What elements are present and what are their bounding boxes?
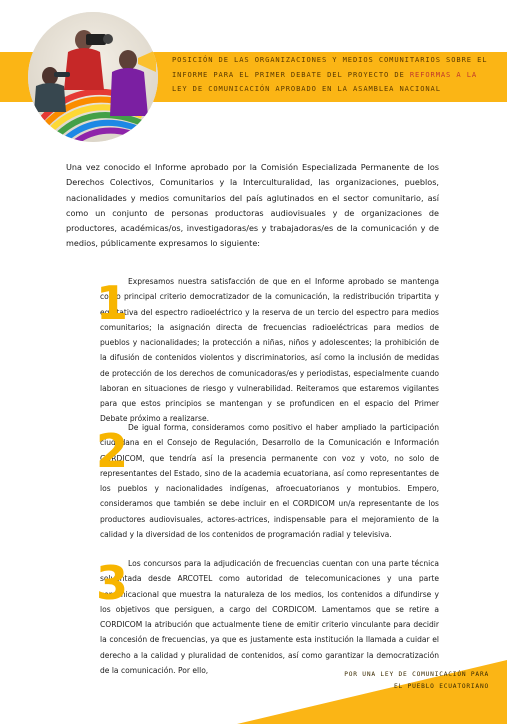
numbered-item-1	[96, 274, 439, 427]
item-text: Los concursos para la adjudicación de frecuencias cuentan con una parte técnica solventada desde ARCOTEL como autoridad de telecomunicaciones y una parte comunicacional que muestra la naturaleza de los medios, los contenidos a difundirse y los objetivos que persiguen, a cargo del CORDICOM. Lamentamos que se retire a CORDICOM la atribución que actualmente tiene de emitir criterio vinculante para decidir la concesión de frecuencias, ya que es justamente esta institución la llamada a cuidar el derecho a la calidad y pluralidad de contenidos, así como garantizar la democratización de la comunicación. Por ello,	[100, 559, 439, 675]
logo-illustration	[28, 12, 158, 142]
footer-line-2: EL PUEBLO ECUATORIANO	[393, 682, 489, 690]
community-media-collage-icon	[28, 12, 158, 142]
title-line-3: LEY DE COMUNICACIÓN APROBADO EN LA ASAMBLEA NACIONAL	[172, 84, 441, 93]
title-line-2: INFORME PARA EL PRIMER DEBATE DEL PROYECTO DE	[172, 69, 410, 79]
footer-slogan	[329, 669, 489, 692]
intro-paragraph: Una vez conocido el Informe aprobado por la Comisión Especializada Permanente de los Derechos Colectivos, Comunitarios y la Interculturalidad, las organizaciones, pueblos, nacionalidades y medios comunitarios del país aglutinados en el sector comunitario, así como un conjunto de personas productoras audiovisuales y de organizaciones de productores, académicas/os, investigadoras/es y trabajadoras/es de la comunicación y de medios, públicamente expresamos lo siguiente:	[66, 162, 439, 249]
item-text: Expresamos nuestra satisfacción de que en el Informe aprobado se mantenga como principal criterio democratizador de la comunicación, la redistribución tripartita y equitativa del espectro radioeléctrico y la reserva de un tercio del espectro para medios comunitarios; la asignación directa de frecuencias radioeléctricas para medios de pueblos y nacionalidades; la protección a niñas, niños y adolescentes; la prohibición de la difusión de contenidos violentos y discriminatorios, así como la inclusión de medidas de protección de los derechos de comunicadoras/es y periodistas, especialmente cuando laboran en situaciones de riesgo y vulnerabilidad. Reiteramos que estaremos vigilantes para que estos principios se mantengan y se profundicen en el espacio del Primer Debate próximo a realizarse.	[100, 277, 439, 424]
document-title	[172, 53, 502, 97]
item-text: De igual forma, consideramos como positivo el haber ampliado la participación ciudadana en el Consejo de Regulación, Desarrollo de la Comunicación e Información CORDICOM, que tendría así la presencia permanente con voz y voto, no solo de representantes del Estado, sino de la academia ecuatoriana, así como representantes de los pueblos y nacionalidades indígenas, afroecuatorianos y montubios. Empero, consideramos que también se debe incluir en el CORDICOM un/a representante de los productores audiovisuales, actores-actrices, indispensable para el mejoramiento de la calidad y la diversidad de los contenidos de programación radial y televisiva.	[100, 423, 439, 539]
item-number: 2	[96, 424, 129, 478]
title-line-1: POSICIÓN DE LAS ORGANIZACIONES Y MEDIOS COMUNITARIOS SOBRE EL	[172, 55, 488, 64]
numbered-item-2	[96, 420, 439, 542]
item-number: 1	[96, 276, 129, 330]
footer-line-1: POR UNA LEY DE COMUNICACIÓN PARA	[344, 671, 489, 678]
title-line-2-accent: REFORMAS A LA	[409, 69, 478, 79]
item-number: 3	[96, 556, 129, 610]
